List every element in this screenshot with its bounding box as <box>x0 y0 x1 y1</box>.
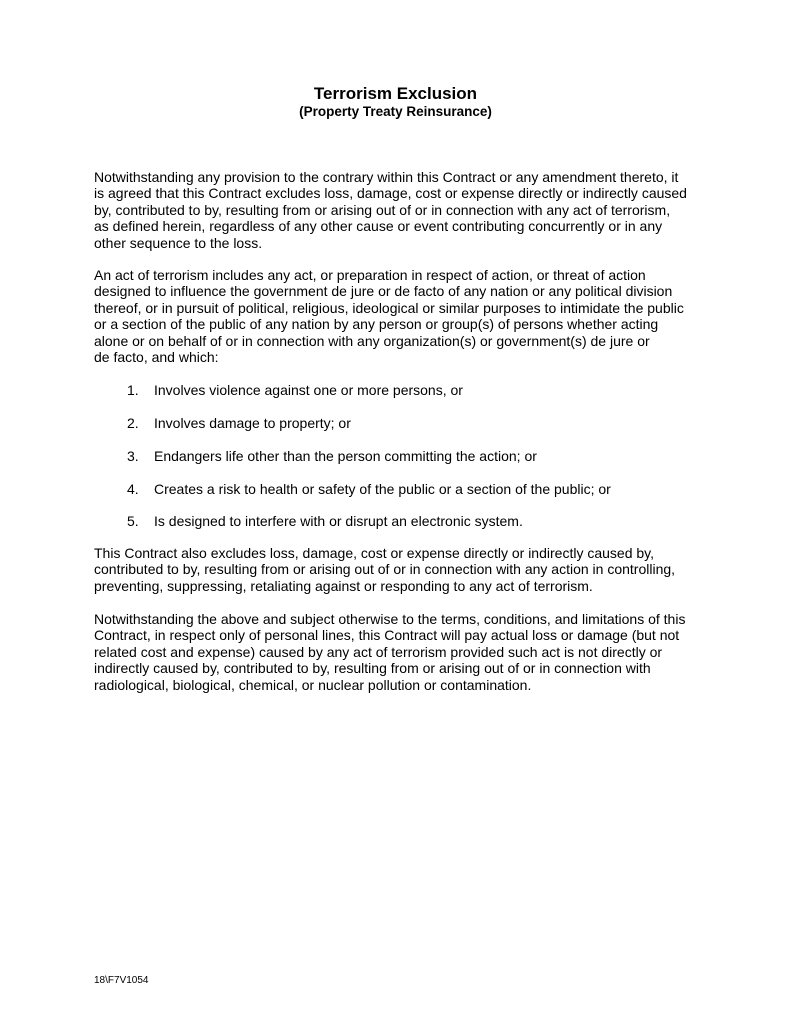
paragraph-line: contributed to by, resulting from or arising out of or in connection with any action in controlling, <box>94 561 676 578</box>
paragraph-line: or a section of the public of any nation by any person or group(s) of persons whether acting <box>94 316 659 333</box>
paragraph-line: This Contract also excludes loss, damage, cost or expense directly or indirectly caused by, <box>94 545 654 561</box>
paragraph-line: preventing, suppressing, retaliating against or responding to any act of terrorism. <box>94 577 593 594</box>
paragraph-personal-lines <box>94 611 714 693</box>
list-number: 3. <box>127 448 139 464</box>
paragraph-response-exclusion <box>94 545 714 594</box>
paragraph-line: An act of terrorism includes any act, or preparation in respect of action, or threat of action <box>94 267 646 283</box>
paragraph-line: thereof, or in pursuit of political, religious, ideological or similar purposes to intimidate the public <box>94 299 684 316</box>
list-text: Involves violence against one or more persons, or <box>154 382 463 398</box>
list-text: Endangers life other than the person committing the action; or <box>154 448 537 464</box>
paragraph-line: as defined herein, regardless of any other cause or event contributing concurrently or in any <box>94 218 663 235</box>
list-item <box>127 448 537 464</box>
list-number: 5. <box>127 513 139 529</box>
document-subtitle: (Property Treaty Reinsurance) <box>299 104 492 119</box>
list-item <box>127 481 611 497</box>
paragraph-line: Notwithstanding any provision to the contrary within this Contract or any amendment thereto, it <box>94 169 679 185</box>
list-number: 4. <box>127 481 139 497</box>
list-number: 2. <box>127 415 139 431</box>
form-code: 18\F7V1054 <box>94 975 149 986</box>
paragraph-definition <box>94 267 714 365</box>
paragraph-line: de facto, and which: <box>94 349 219 366</box>
paragraph-line: by, contributed to by, resulting from or arising out of or in connection with any act of terrorism, <box>94 201 671 218</box>
list-item <box>127 382 463 398</box>
paragraph-line: alone or on behalf of or in connection with any organization(s) or government(s) de jure or <box>94 332 650 349</box>
paragraph-line: related cost and expense) caused by any act of terrorism provided such act is not directly or <box>94 643 663 660</box>
document-title: Terrorism Exclusion <box>313 84 478 103</box>
paragraph-line: other sequence to the loss. <box>94 234 263 251</box>
paragraph-line: Contract, in respect only of personal lines, this Contract will pay actual loss or damage (but not <box>94 627 680 644</box>
paragraph-line: radiological, biological, chemical, or nuclear pollution or contamination. <box>94 676 532 693</box>
list-item <box>127 513 523 529</box>
paragraph-line: is agreed that this Contract excludes loss, damage, cost or expense directly or indirectly caused <box>94 185 687 202</box>
list-item <box>127 415 351 431</box>
list-number: 1. <box>127 382 139 398</box>
paragraph-line: indirectly caused by, contributed to by, resulting from or arising out of or in connection with <box>94 660 651 677</box>
paragraph-line: designed to influence the government de jure or de facto of any nation or any political division <box>94 283 673 300</box>
paragraph-exclusion <box>94 169 714 251</box>
list-text: Is designed to interfere with or disrupt an electronic system. <box>154 513 523 529</box>
list-text: Involves damage to property; or <box>154 415 351 431</box>
list-text: Creates a risk to health or safety of the public or a section of the public; or <box>154 481 611 497</box>
paragraph-line: Notwithstanding the above and subject otherwise to the terms, conditions, and limitations of this <box>94 611 686 627</box>
